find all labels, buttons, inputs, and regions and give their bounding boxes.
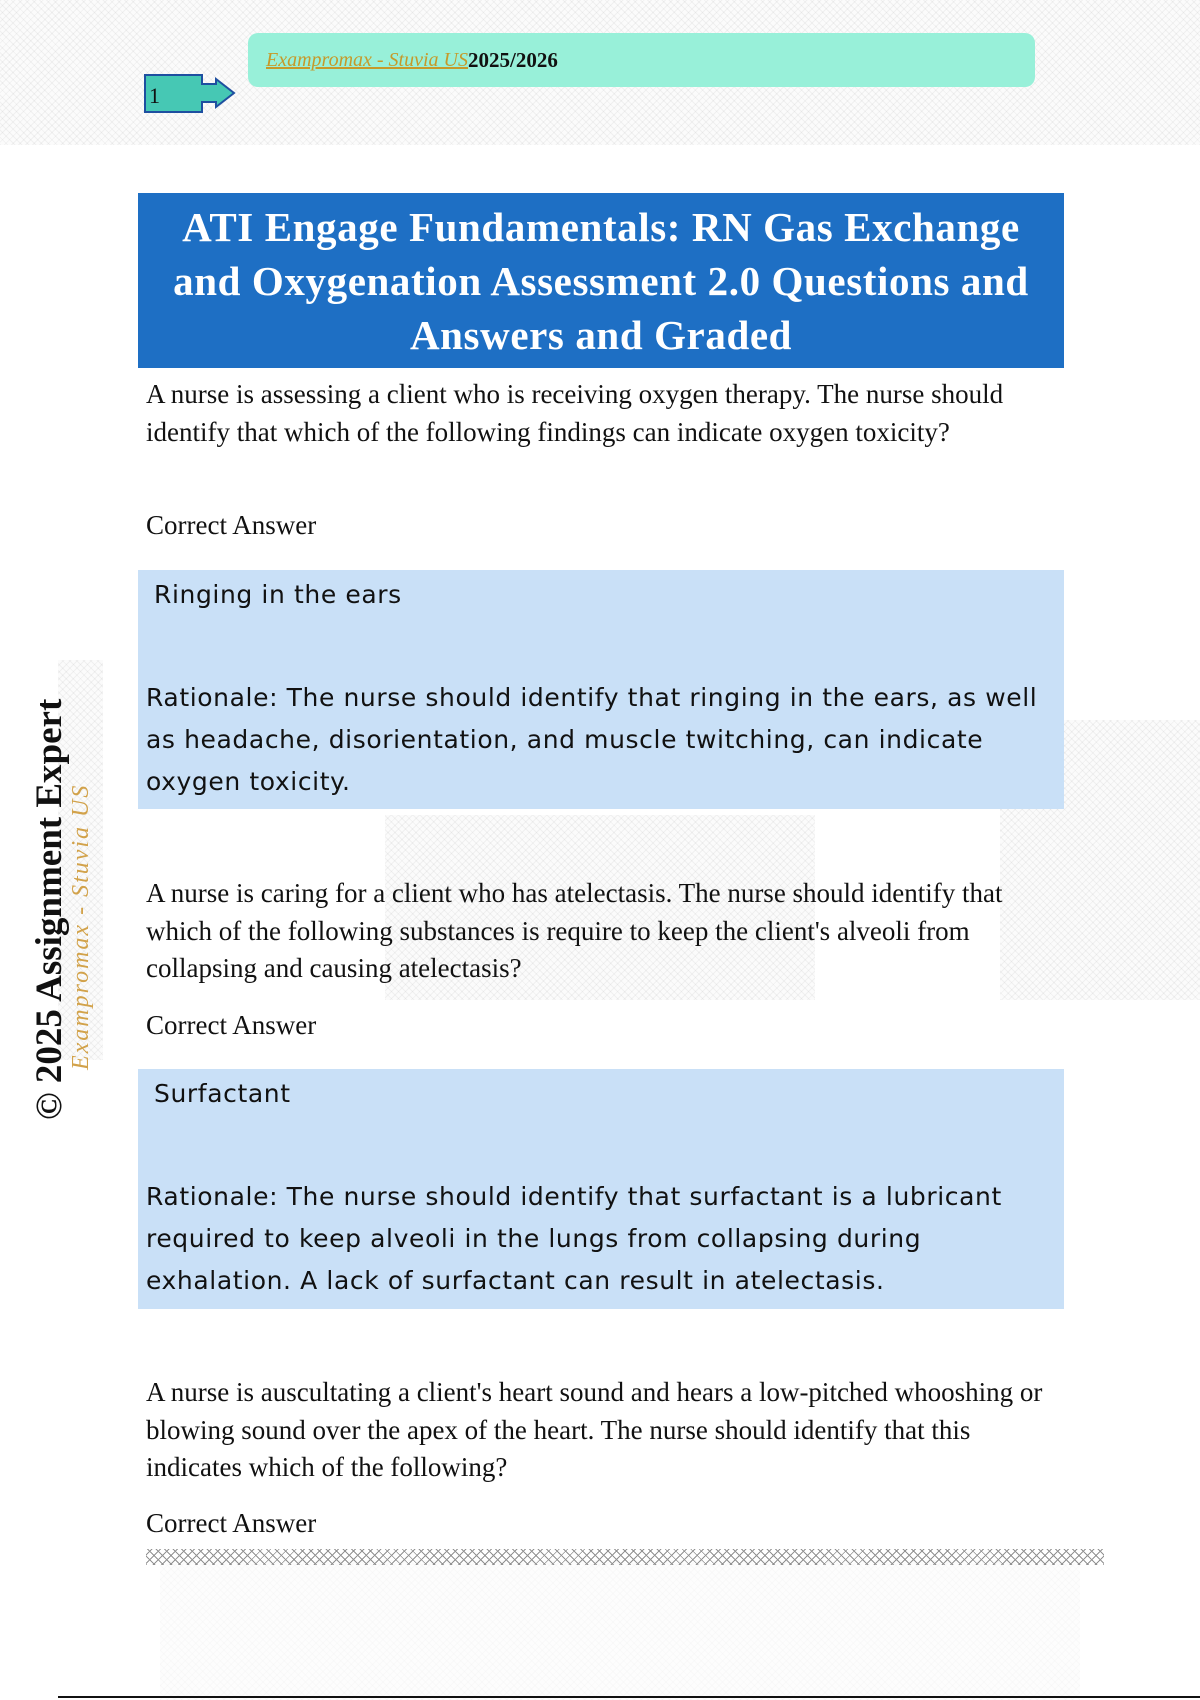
page-divider [146,1549,1104,1565]
question-text: A nurse is assessing a client who is receiving oxygen therapy. The nurse should identify that which of the following findings can indicate oxygen toxicity? [146,379,1004,447]
answer-box [138,570,1064,809]
rationale-text: Rationale: The nurse should identify that ringing in the ears, as well as headache, disorientation, and muscle twitching, can indicate oxygen toxicity. [146,683,1038,796]
copyright-notice: © 2025 Assignment Expert [29,698,70,1120]
page-number-badge [144,74,202,112]
document-title-box [138,193,1064,368]
side-watermark: Exampromax - Stuvia US [68,783,94,1070]
correct-answer-label: Correct Answer [146,510,317,540]
answer-text: Surfactant [154,1079,291,1108]
watermark-pattern [160,1560,1080,1700]
question-text: A nurse is caring for a client who has atelectasis. The nurse should identify that which of the following substances is require to keep the client's alveoli from collapsing and causing atelectasis? [146,878,1003,983]
footer-rule [58,1696,1200,1698]
correct-answer-label: Correct Answer [146,1508,317,1538]
page-number: 1 [149,83,160,108]
document-title: ATI Engage Fundamentals: RN Gas Exchange and Oxygenation Assessment 2.0 Questions and Answers and Graded [173,203,1029,358]
answer-text: Ringing in the ears [154,580,402,609]
header-banner [248,33,1035,87]
rationale-text: Rationale: The nurse should identify that surfactant is a lubricant required to keep alveoli in the lungs from collapsing during exhalation. A lack of surfactant can result in atelectasis. [146,1182,1002,1295]
year-label: 2025/2026 [468,47,558,72]
question-text: A nurse is auscultating a client's heart sound and hears a low-pitched whooshing or blowing sound over the apex of the heart. The nurse should identify that this indicates which of the following? [146,1377,1043,1482]
answer-box [138,1069,1064,1309]
site-link[interactable]: Exampromax - Stuvia US [266,48,468,71]
correct-answer-label: Correct Answer [146,1010,317,1040]
